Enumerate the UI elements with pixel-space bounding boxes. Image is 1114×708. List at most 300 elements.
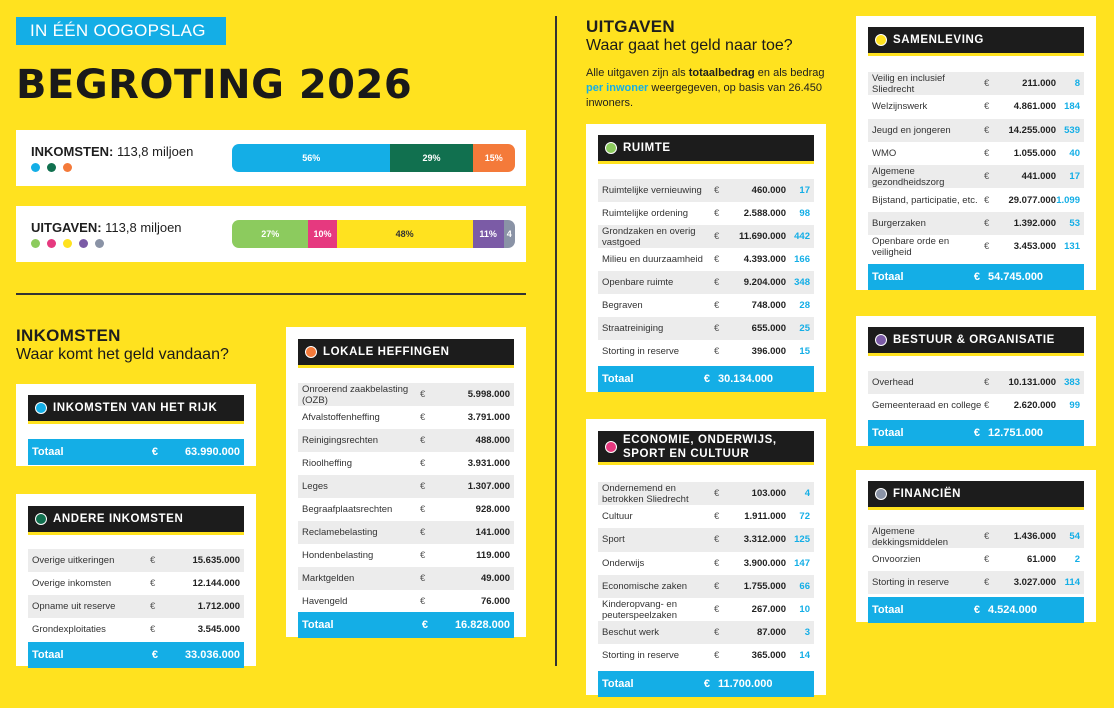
category-dot-icon (605, 441, 617, 453)
row-label: Overige inkomsten (32, 578, 112, 589)
expense-section-title: UITGAVEN (586, 17, 675, 36)
card-total-row (868, 597, 1084, 623)
expenses-legend-dots (31, 239, 104, 248)
row-per-resident: 25 (799, 323, 810, 334)
legend-dot (79, 239, 88, 248)
income-legend-dots (31, 163, 72, 172)
expenses-stacked-bar (232, 220, 515, 248)
card-ruimte (586, 124, 826, 392)
row-per-resident: 10 (799, 604, 810, 616)
total-currency: € (151, 649, 158, 661)
card-total-row (868, 420, 1084, 446)
row-currency: € (984, 194, 990, 206)
card-rows (868, 525, 1084, 594)
row-label: Overige uitkeringen (32, 555, 115, 566)
row-currency: € (714, 557, 720, 569)
row-amount: 3.453.000 (1013, 241, 1056, 253)
row-currency: € (714, 323, 720, 334)
row-currency: € (714, 300, 720, 311)
row-currency: € (420, 389, 426, 400)
row-currency: € (420, 573, 426, 584)
table-row (598, 340, 814, 363)
row-amount: 103.000 (751, 488, 786, 500)
row-currency: € (714, 511, 720, 523)
row-amount: 267.000 (751, 604, 786, 616)
row-currency: € (714, 534, 720, 546)
table-row (868, 548, 1084, 571)
table-row (28, 618, 244, 641)
row-per-resident: 99 (1069, 400, 1080, 411)
row-amount: 365.000 (751, 650, 786, 662)
row-currency: € (714, 650, 720, 662)
card-title (298, 339, 514, 368)
card-title-text: ECONOMIE, ONDERWIJS, SPORT EN CULTUUR (623, 433, 777, 460)
row-per-resident: 539 (1064, 124, 1080, 136)
row-amount: 1.712.000 (197, 601, 240, 612)
total-label: Totaal (602, 678, 634, 690)
row-label: Cultuur (602, 511, 633, 523)
divider-horizontal (16, 293, 526, 295)
row-label: Burgerzaken (872, 217, 926, 229)
card-title-text: RUIMTE (623, 142, 671, 154)
row-per-resident: 348 (794, 277, 810, 288)
table-row (298, 498, 514, 521)
card-bestuur-organisatie (856, 316, 1096, 446)
row-label: Onvoorzien (872, 554, 921, 565)
row-label: Hondenbelasting (302, 550, 374, 561)
total-currency: € (703, 373, 710, 385)
table-row (298, 452, 514, 475)
row-label: Straatreiniging (602, 323, 664, 334)
row-amount: 3.931.000 (467, 458, 510, 469)
row-label: Openbare ruimte (602, 277, 674, 288)
bar-segment: 4 (504, 220, 515, 248)
total-currency: € (973, 604, 980, 616)
table-row (298, 521, 514, 544)
total-currency: € (973, 271, 980, 283)
table-row (598, 202, 814, 225)
row-label: Algemene gezondheidszorg (872, 165, 945, 188)
row-label: Rioolheffing (302, 458, 353, 469)
total-label: Totaal (32, 649, 64, 661)
row-label: Havengeld (302, 596, 348, 607)
category-dot-icon (35, 513, 47, 525)
table-row (28, 549, 244, 572)
row-amount: 3.027.000 (1013, 577, 1056, 588)
card-total-row (868, 264, 1084, 290)
card-title-text: BESTUUR & ORGANISATIE (893, 334, 1055, 346)
row-label: Storting in reserve (602, 346, 680, 357)
row-per-resident: 8 (1074, 78, 1080, 90)
row-currency: € (984, 124, 990, 136)
table-row (868, 188, 1084, 211)
row-amount: 4.393.000 (743, 254, 786, 265)
row-label: Jeugd en jongeren (872, 124, 951, 136)
row-currency: € (714, 277, 720, 288)
bar-segment: 10% (308, 220, 336, 248)
card-rows (598, 482, 814, 668)
row-per-resident: 184 (1064, 101, 1080, 113)
expense-intro-text: Alle uitgaven zijn als totaalbedrag en als bedrag per inwoner weergegeven, op basis van 26.450 inwoners. (586, 67, 825, 109)
row-currency: € (420, 412, 426, 423)
table-row (868, 394, 1084, 417)
row-label: Welzijnswerk (872, 101, 928, 113)
row-label: Opname uit reserve (32, 601, 116, 612)
table-row (868, 571, 1084, 594)
table-row (598, 317, 814, 340)
row-amount: 11.690.000 (738, 231, 786, 242)
legend-dot (63, 163, 72, 172)
row-currency: € (984, 101, 990, 113)
header-badge: IN ÉÉN OOGOPSLAG (16, 17, 226, 45)
card-lokale-heffingen (286, 327, 526, 637)
row-label: Kinderopvang- en peuterspeelzaken (602, 598, 677, 621)
row-amount: 4.861.000 (1013, 101, 1056, 113)
row-amount: 87.000 (756, 627, 786, 639)
row-per-resident: 98 (799, 208, 810, 219)
row-label: Ruimtelijke vernieuwing (602, 185, 702, 196)
row-label: Ondernemend en betrokken Sliedrecht (602, 482, 689, 505)
row-currency: € (714, 231, 720, 242)
row-currency: € (984, 400, 990, 411)
row-per-resident: 442 (794, 231, 810, 242)
category-dot-icon (875, 334, 887, 346)
expense-section-subtitle: Waar gaat het geld naar toe? (586, 37, 793, 54)
total-currency: € (703, 678, 710, 690)
row-label: Afvalstoffenheffing (302, 412, 380, 423)
row-label: Ruimtelijke ordening (602, 208, 689, 219)
row-amount: 141.000 (475, 527, 510, 538)
table-row (598, 248, 814, 271)
table-row (598, 294, 814, 317)
total-amount: 16.828.000 (454, 619, 510, 631)
card-samenleving (856, 16, 1096, 290)
row-label: Grondexploitaties (32, 624, 106, 635)
row-currency: € (984, 554, 990, 565)
expenses-overview-label: UITGAVEN: (31, 220, 102, 235)
card-title-text: INKOMSTEN VAN HET RIJK (53, 402, 218, 414)
row-label: Beschut werk (602, 627, 660, 639)
expenses-overview (16, 206, 526, 262)
bar-segment: 29% (390, 144, 472, 172)
card-title (28, 395, 244, 424)
income-overview-amount: 113,8 miljoen (116, 144, 194, 159)
row-currency: € (984, 217, 990, 229)
row-label: Storting in reserve (602, 650, 680, 662)
row-per-resident: 131 (1064, 241, 1080, 253)
row-amount: 396.000 (751, 346, 786, 357)
card-title-text: ANDERE INKOMSTEN (53, 513, 184, 525)
total-currency: € (151, 446, 158, 458)
row-amount: 5.998.000 (467, 389, 510, 400)
row-label: Bijstand, participatie, etc. (872, 194, 978, 206)
income-overview-label: INKOMSTEN: (31, 144, 114, 159)
table-row (298, 406, 514, 429)
row-per-resident: 166 (794, 254, 810, 265)
row-per-resident: 54 (1069, 531, 1080, 542)
row-amount: 14.255.000 (1008, 124, 1056, 136)
card-title-text: SAMENLEVING (893, 34, 984, 46)
bar-segment: 56% (232, 144, 390, 172)
row-amount: 748.000 (751, 300, 786, 311)
row-label: Marktgelden (302, 573, 355, 584)
row-amount: 1.055.000 (1013, 148, 1056, 160)
card-rows (28, 549, 244, 641)
card-title-text: FINANCIËN (893, 488, 962, 500)
category-dot-icon (35, 402, 47, 414)
table-row (598, 505, 814, 528)
total-amount: 63.990.000 (184, 446, 240, 458)
bar-segment: 11% (473, 220, 504, 248)
category-dot-icon (875, 488, 887, 500)
income-section-subtitle: Waar komt het geld vandaan? (16, 346, 229, 363)
card-rows (868, 371, 1084, 417)
table-row (868, 165, 1084, 188)
row-per-resident: 2 (1074, 554, 1080, 565)
row-amount: 12.144.000 (192, 578, 240, 589)
table-row (598, 179, 814, 202)
table-row (598, 528, 814, 551)
total-amount: 4.524.000 (988, 604, 1037, 616)
total-currency: € (973, 427, 980, 439)
row-currency: € (420, 527, 426, 538)
card-andere-inkomsten (16, 494, 256, 666)
total-amount: 33.036.000 (184, 649, 240, 661)
row-currency: € (984, 171, 990, 183)
row-amount: 460.000 (751, 185, 786, 196)
row-per-resident: 72 (799, 511, 810, 523)
card-total-row (28, 642, 244, 668)
row-amount: 1.307.000 (467, 481, 510, 492)
card-financien (856, 470, 1096, 622)
row-amount: 119.000 (476, 550, 510, 561)
row-per-resident: 4 (804, 488, 810, 500)
row-per-resident: 17 (799, 185, 810, 196)
row-label: Onderwijs (602, 557, 645, 569)
total-amount: 11.700.000 (718, 678, 773, 690)
row-currency: € (420, 596, 426, 607)
row-amount: 1.911.000 (744, 511, 786, 523)
row-currency: € (420, 550, 426, 561)
divider-vertical (555, 16, 557, 666)
row-amount: 3.545.000 (197, 624, 240, 635)
row-per-resident: 14 (799, 650, 810, 662)
row-amount: 1.755.000 (743, 580, 786, 592)
card-title (868, 327, 1084, 356)
row-per-resident: 383 (1064, 377, 1080, 388)
row-amount: 441.000 (1021, 171, 1056, 183)
total-label: Totaal (302, 619, 334, 631)
category-dot-icon (605, 142, 617, 154)
row-currency: € (420, 435, 426, 446)
row-per-resident: 40 (1069, 148, 1080, 160)
row-label: Openbare orde en veiligheid (872, 235, 950, 258)
expenses-overview-amount: 113,8 miljoen (105, 220, 182, 235)
bar-segment: 27% (232, 220, 308, 248)
row-per-resident: 53 (1069, 217, 1080, 229)
card-title-text: LOKALE HEFFINGEN (323, 346, 450, 358)
category-dot-icon (875, 34, 887, 46)
row-currency: € (420, 481, 426, 492)
row-currency: € (984, 78, 990, 90)
row-amount: 2.620.000 (1013, 400, 1056, 411)
table-row (298, 590, 514, 613)
row-label: Reclamebelasting (302, 527, 378, 538)
table-row (598, 552, 814, 575)
row-amount: 10.131.000 (1008, 377, 1056, 388)
row-amount: 61.000 (1026, 554, 1056, 565)
row-amount: 3.312.000 (743, 534, 786, 546)
row-currency: € (714, 604, 720, 616)
total-label: Totaal (872, 271, 904, 283)
card-total-row (28, 439, 244, 465)
row-currency: € (714, 346, 720, 357)
table-row (298, 475, 514, 498)
row-currency: € (984, 148, 990, 160)
card-total-row (298, 612, 514, 638)
card-title (598, 135, 814, 164)
row-amount: 1.436.000 (1013, 531, 1056, 542)
legend-dot (31, 239, 40, 248)
income-overview (16, 130, 526, 186)
card-title (28, 506, 244, 535)
row-label: Storting in reserve (872, 577, 950, 588)
row-amount: 1.392.000 (1013, 217, 1056, 229)
card-rows (298, 383, 514, 613)
row-per-resident: 125 (794, 534, 810, 546)
row-label: Onroerend zaakbelasting (OZB) (302, 383, 409, 406)
row-currency: € (150, 601, 156, 612)
row-amount: 9.204.000 (743, 277, 786, 288)
page-title: BEGROTING 2026 (16, 62, 413, 108)
row-amount: 3.900.000 (743, 557, 786, 569)
total-label: Totaal (872, 604, 904, 616)
row-label: Overhead (872, 377, 914, 388)
row-currency: € (150, 555, 156, 566)
bar-segment: 15% (473, 144, 515, 172)
row-label: Gemeenteraad en college (872, 400, 982, 411)
table-row (28, 572, 244, 595)
card-economie-onderwijs (586, 419, 826, 695)
row-label: Leges (302, 481, 328, 492)
table-row (868, 142, 1084, 165)
table-row (298, 383, 514, 406)
row-amount: 655.000 (751, 323, 786, 334)
card-total-row (598, 366, 814, 392)
row-currency: € (714, 488, 720, 500)
legend-dot (31, 163, 40, 172)
row-amount: 76.000 (480, 596, 510, 607)
row-label: Reinigingsrechten (302, 435, 379, 446)
table-row (868, 371, 1084, 394)
row-label: Begraven (602, 300, 643, 311)
row-currency: € (984, 241, 990, 253)
card-rows (868, 72, 1084, 258)
row-amount: 15.635.000 (192, 555, 240, 566)
row-currency: € (714, 627, 720, 639)
row-currency: € (714, 185, 720, 196)
card-rows (598, 179, 814, 363)
table-row (598, 482, 814, 505)
row-currency: € (150, 578, 156, 589)
row-per-resident: 1.099 (1056, 194, 1080, 206)
row-label: Begraafplaatsrechten (302, 504, 393, 515)
row-currency: € (150, 624, 156, 635)
row-currency: € (984, 377, 990, 388)
card-title (598, 431, 814, 465)
legend-dot (47, 163, 56, 172)
table-row (868, 212, 1084, 235)
row-amount: 3.791.000 (467, 412, 510, 423)
income-stacked-bar (232, 144, 515, 172)
total-currency: € (421, 619, 428, 631)
table-row (598, 621, 814, 644)
row-amount: 49.000 (480, 573, 510, 584)
row-amount: 928.000 (475, 504, 510, 515)
row-currency: € (714, 254, 720, 265)
row-currency: € (984, 577, 990, 588)
table-row (298, 429, 514, 452)
row-label: Sport (602, 534, 625, 546)
table-row (868, 72, 1084, 95)
table-row (868, 95, 1084, 118)
legend-dot (47, 239, 56, 248)
row-label: Milieu en duurzaamheid (602, 254, 703, 265)
row-amount: 2.588.000 (743, 208, 786, 219)
total-label: Totaal (872, 427, 904, 439)
category-dot-icon (305, 346, 317, 358)
legend-dot (63, 239, 72, 248)
row-currency: € (984, 531, 990, 542)
table-row (868, 119, 1084, 142)
card-title (868, 27, 1084, 56)
row-per-resident: 66 (799, 580, 810, 592)
row-currency: € (714, 580, 720, 592)
row-currency: € (420, 458, 426, 469)
row-currency: € (420, 504, 426, 515)
row-label: Grondzaken en overig vastgoed (602, 225, 696, 248)
row-per-resident: 17 (1069, 171, 1080, 183)
card-total-row (598, 671, 814, 697)
table-row (28, 595, 244, 618)
total-amount: 30.134.000 (718, 373, 774, 385)
row-per-resident: 15 (799, 346, 810, 357)
income-section-title: INKOMSTEN (16, 326, 121, 345)
total-amount: 12.751.000 (988, 427, 1044, 439)
row-label: Economische zaken (602, 580, 688, 592)
row-per-resident: 3 (804, 627, 810, 639)
row-label: Veilig en inclusief Sliedrecht (872, 72, 945, 95)
table-row (598, 598, 814, 621)
table-row (598, 271, 814, 294)
total-amount: 54.745.000 (988, 271, 1044, 283)
total-label: Totaal (602, 373, 634, 385)
table-row (598, 225, 814, 248)
row-per-resident: 114 (1064, 577, 1080, 588)
total-label: Totaal (32, 446, 64, 458)
table-row (868, 525, 1084, 548)
row-amount: 29.077.000 (1008, 194, 1056, 206)
table-row (298, 544, 514, 567)
table-row (598, 644, 814, 667)
row-per-resident: 147 (794, 557, 810, 569)
table-row (298, 567, 514, 590)
card-rijk (16, 384, 256, 466)
row-amount: 488.000 (475, 435, 510, 446)
row-amount: 211.000 (1022, 78, 1056, 90)
row-currency: € (714, 208, 720, 219)
table-row (868, 235, 1084, 258)
